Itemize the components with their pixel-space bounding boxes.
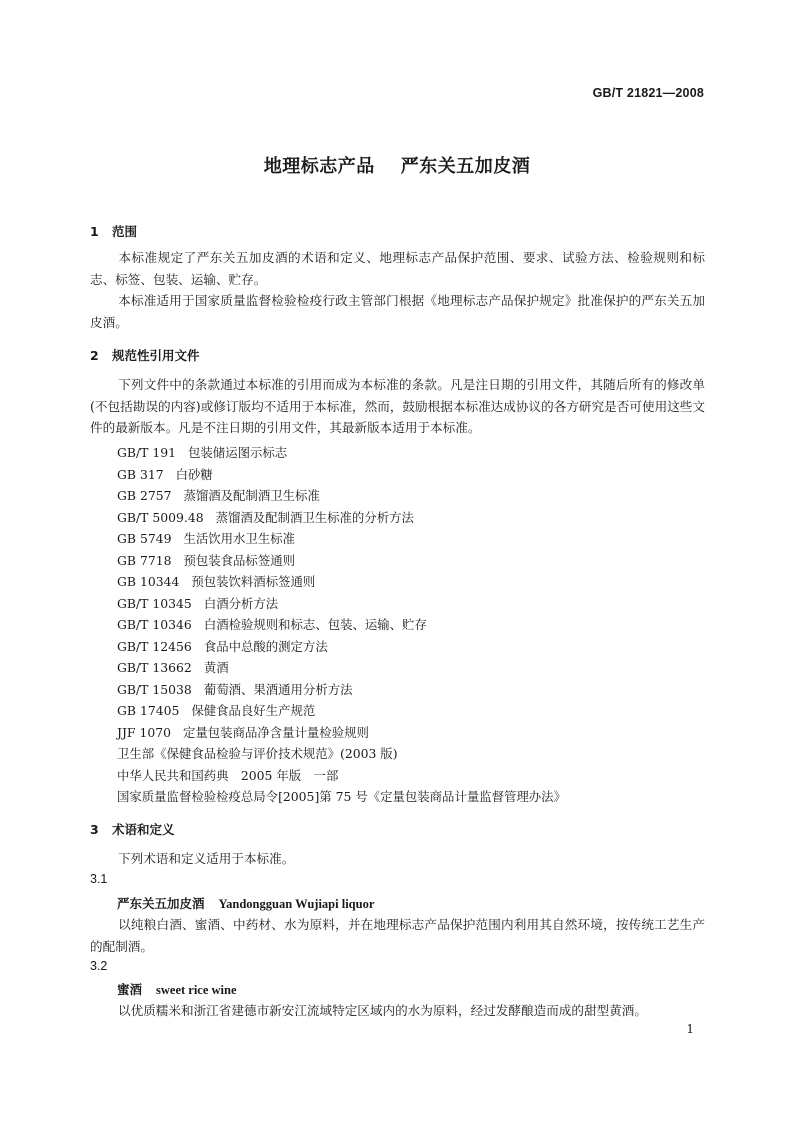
reference-item <box>117 680 353 698</box>
term-zh: 严东关五加皮酒 <box>117 896 205 911</box>
reference-item <box>117 486 320 504</box>
term-heading <box>117 894 374 912</box>
reference-code: GB/T 15038 <box>117 682 192 697</box>
reference-code: GB/T 13662 <box>117 660 192 675</box>
section-1-paragraph-1 <box>90 247 705 290</box>
document-title <box>0 152 794 178</box>
reference-code: GB 317 <box>117 467 164 482</box>
reference-code: JJF 1070 <box>117 725 172 740</box>
reference-code: GB 17405 <box>117 703 180 718</box>
reference-code: GB 5749 <box>117 531 172 546</box>
reference-code: GB/T 191 <box>117 445 177 460</box>
reference-title: 葡萄酒、果酒通用分析方法 <box>203 682 353 697</box>
reference-code: GB/T 12456 <box>117 639 192 654</box>
paragraph-text: 本标准适用于国家质量监督检验检疫行政主管部门根据《地理标志产品保护规定》批准保护的严东关五加皮酒。 <box>90 293 705 330</box>
section-title: 术语和定义 <box>112 822 175 837</box>
paragraph-text: 以优质糯米和浙江省建德市新安江流域特定区域内的水为原料，经过发酵酿造而成的甜型黄酒。 <box>118 1003 647 1018</box>
reference-code: GB/T 10346 <box>117 617 192 632</box>
section-1-heading <box>90 222 137 240</box>
reference-item <box>117 723 369 741</box>
term-en: sweet rice wine <box>156 983 237 997</box>
reference-title: 食品中总酸的测定方法 <box>203 639 328 654</box>
reference-item <box>117 465 213 483</box>
reference-title: 生活饮用水卫生标准 <box>183 531 295 546</box>
section-title: 范围 <box>112 224 138 239</box>
reference-item <box>117 572 315 590</box>
reference-code: GB/T 5009.48 <box>117 510 204 525</box>
reference-item <box>117 443 287 461</box>
section-2-intro <box>90 374 705 439</box>
term-number: 3.1 <box>90 872 108 886</box>
reference-title: 蒸馏酒及配制酒卫生标准 <box>183 488 320 503</box>
reference-title: 预包装食品标签通则 <box>183 553 295 568</box>
reference-title: 国家质量监督检验检疫总局令[2005]第 75 号《定量包装商品计量监督管理办法》 <box>117 789 566 804</box>
title-part-1: 地理标志产品 <box>263 156 375 177</box>
section-number: 2 <box>90 348 99 363</box>
standard-number: GB/T 21821—2008 <box>592 86 704 100</box>
reference-title: 黄酒 <box>203 660 229 675</box>
term-heading <box>117 980 237 998</box>
reference-item <box>117 744 398 762</box>
reference-item <box>117 658 229 676</box>
term-zh: 蜜酒 <box>117 982 143 997</box>
reference-title: 预包装饮料酒标签通则 <box>191 574 316 589</box>
reference-title: 白酒检验规则和标志、包装、运输、贮存 <box>203 617 427 632</box>
reference-title: 包装储运图示标志 <box>188 445 288 460</box>
reference-item <box>117 766 338 784</box>
reference-title: 中华人民共和国药典 2005 年版 一部 <box>117 768 339 783</box>
reference-title: 白砂糖 <box>175 467 213 482</box>
section-number: 3 <box>90 822 99 837</box>
reference-code: GB/T 10345 <box>117 596 192 611</box>
reference-title: 白酒分析方法 <box>203 596 279 611</box>
reference-code: GB 2757 <box>117 488 172 503</box>
reference-item <box>117 787 566 805</box>
reference-item <box>117 529 295 547</box>
title-part-2: 严东关五加皮酒 <box>400 156 531 177</box>
reference-code: GB 7718 <box>117 553 172 568</box>
section-3-heading <box>90 820 175 838</box>
reference-item <box>117 551 295 569</box>
section-1-paragraph-2 <box>90 290 705 333</box>
reference-item <box>117 508 414 526</box>
term-definition <box>90 914 705 957</box>
section-2-heading <box>90 346 200 364</box>
reference-title: 蒸馏酒及配制酒卫生标准的分析方法 <box>215 510 414 525</box>
page-number: 1 <box>686 1022 694 1036</box>
section-title: 规范性引用文件 <box>112 348 200 363</box>
term-definition <box>90 1000 705 1022</box>
reference-item <box>117 701 315 719</box>
paragraph-text: 下列文件中的条款通过本标准的引用而成为本标准的条款。凡是注日期的引用文件，其随后所有的修改单(不包括勘误的内容)或修订版均不适用于本标准，然而，鼓励根据本标准达成协议的各方研究是否可使用这些文件的最新版本。凡是不注日期的引用文件，其最新版本适用于本标准。 <box>90 377 705 435</box>
reference-item <box>117 594 278 612</box>
section-number: 1 <box>90 224 99 239</box>
reference-title: 保健食品良好生产规范 <box>191 703 316 718</box>
reference-item <box>117 615 427 633</box>
reference-title: 定量包装商品净含量计量检验规则 <box>183 725 369 740</box>
reference-title: 卫生部《保健食品检验与评价技术规范》(2003 版) <box>117 746 398 761</box>
reference-code: GB 10344 <box>117 574 180 589</box>
term-en: Yandongguan Wujiapi liquor <box>218 897 375 911</box>
section-3-intro <box>90 848 705 870</box>
reference-item <box>117 637 328 655</box>
term-number: 3.2 <box>90 959 108 973</box>
paragraph-text: 以纯粮白酒、蜜酒、中药材、水为原料，并在地理标志产品保护范围内利用其自然环境，按传统工艺生产的配制酒。 <box>90 917 705 954</box>
paragraph-text: 下列术语和定义适用于本标准。 <box>118 851 295 866</box>
paragraph-text: 本标准规定了严东关五加皮酒的术语和定义、地理标志产品保护范围、要求、试验方法、检验规则和标志、标签、包装、运输、贮存。 <box>90 250 705 287</box>
